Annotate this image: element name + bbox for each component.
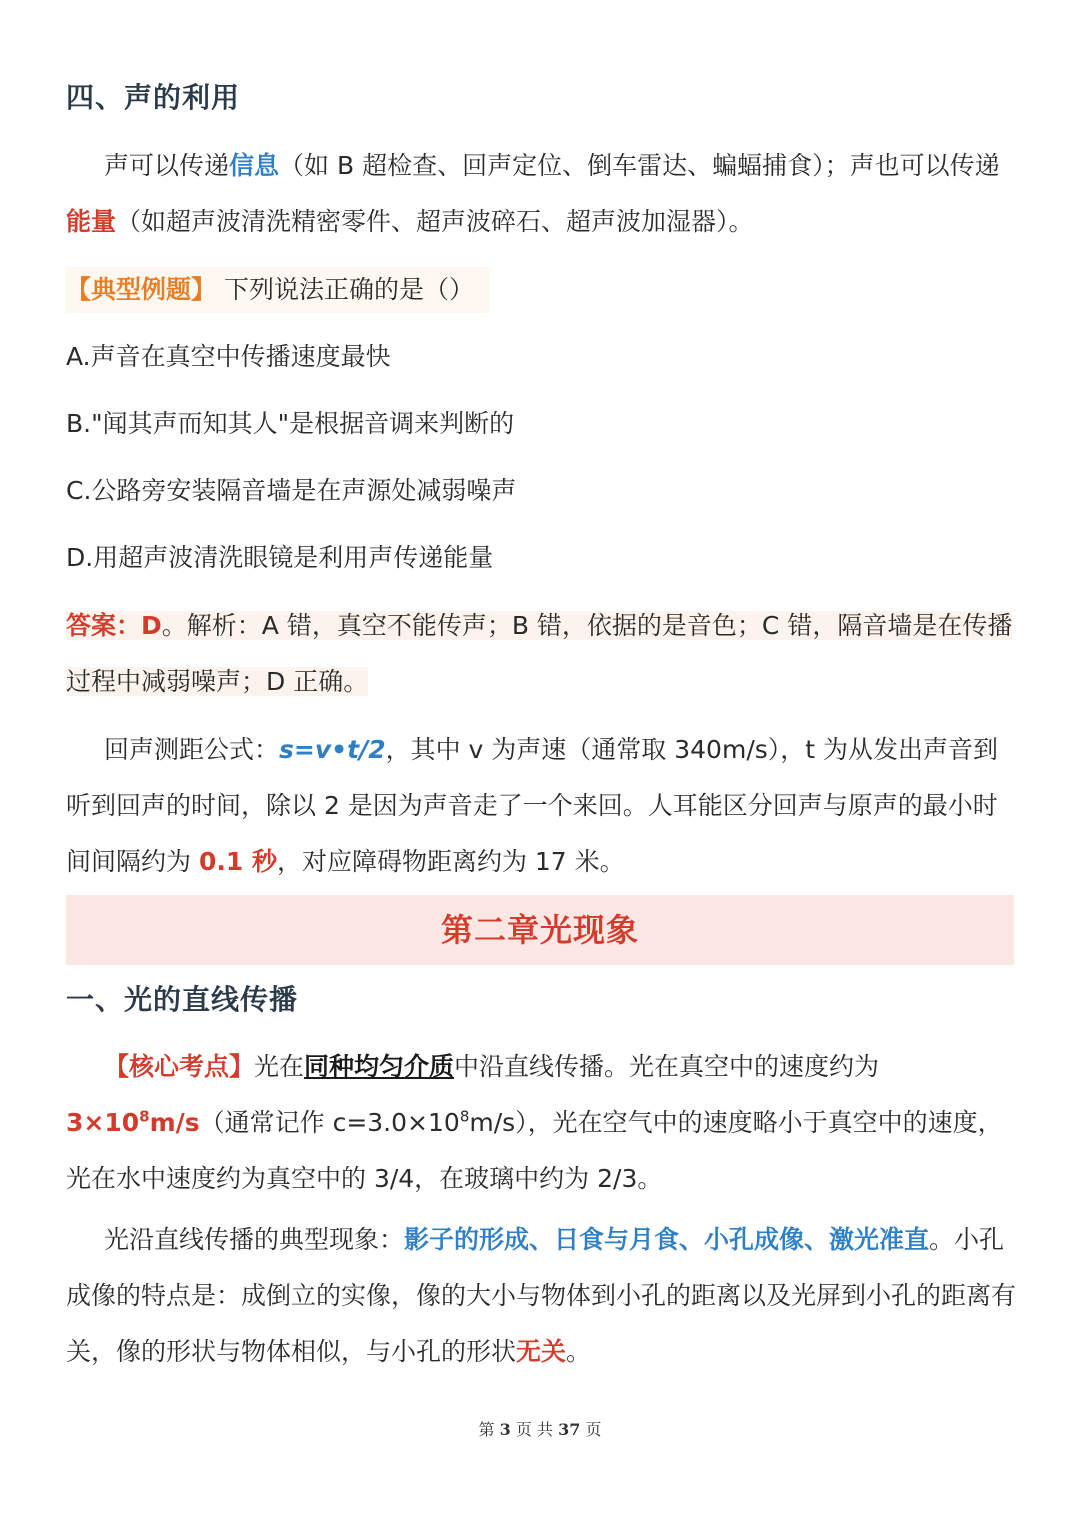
text: 。 [566,1337,592,1366]
text: 声可以传递 [104,151,230,180]
example-question-text: 下列说法正确的是（） [223,275,474,304]
section-heading-sound-use: 四、声的利用 [66,81,241,114]
text: m/s），光在空气中的速度略小于真空中的速度，光在水中速度约为真空中的 3/4，在玻璃中约为 2/3。 [66,1108,1003,1193]
option-a: A.声音在真空中传播速度最快 [66,342,391,371]
core-paragraph [66,1039,1016,1207]
footer-middle: 页 共 [515,1420,553,1439]
text: 光沿直线传播的典型现象： [104,1225,405,1254]
section-heading-light-propagation: 一、光的直线传播 [66,983,299,1016]
text: （通常记作 c=3.0×10 [199,1108,460,1137]
footer-total-pages: 37 [558,1420,581,1439]
echo-interval: 0.1 秒 [198,847,277,876]
answer-text: 。解析：A 错，真空不能传声；B 错，依据的是音色；C 错，隔音墙是在传播过程中减弱噪声；D 正确。 [66,611,1013,696]
speed-base: 3×10 [66,1108,140,1137]
text: 中沿直线传播。光在真空中的速度约为 [454,1052,880,1081]
speed-exponent: 8 [139,1107,150,1126]
option-d: D.用超声波清洗眼镜是利用声传递能量 [66,543,494,572]
chapter-title: 第二章光现象 [66,895,1014,965]
footer-suffix: 页 [585,1420,602,1439]
keyword-unrelated: 无关 [516,1337,567,1366]
phenomena-paragraph [66,1212,1016,1380]
example-tag: 【典型例题】 [66,275,217,304]
example-question [66,267,490,313]
paragraph-sound-transmission [66,138,1016,250]
keyword-energy: 能量 [66,207,117,236]
core-tag: 【核心考点】 [104,1052,255,1081]
echo-paragraph [66,722,1016,890]
keyword-information: 信息 [229,151,280,180]
footer-page-number: 3 [499,1420,511,1439]
c-exponent: 8 [459,1107,470,1126]
option-b: B."闻其声而知其人"是根据音调来判断的 [66,409,515,438]
text: ，对应障碍物距离约为 17 米。 [276,847,625,876]
answer-label: 答案：D [66,611,162,640]
echo-formula: s=v•t/2 [279,735,386,764]
text: 回声测距公式： [104,735,280,764]
text: （如超声波清洗精密零件、超声波碎石、超声波加湿器）。 [116,207,754,236]
keyword-uniform-medium: 同种均匀介质 [304,1052,455,1081]
phenomena-list: 影子的形成、日食与月食、小孔成像、激光准直 [404,1225,930,1254]
option-c: C.公路旁安装隔音墙是在声源处减弱噪声 [66,476,517,505]
page-footer [0,1417,1080,1440]
answer-paragraph [66,598,1016,710]
speed-unit: m/s [149,1108,200,1137]
text: （如 B 超检查、回声定位、倒车雷达、蝙蝠捕食）；声也可以传递 [279,151,1000,180]
answer-highlight [66,611,1012,696]
text: 。小孔成像的特点是：成倒立的实像，像的大小与物体到小孔的距离以及光屏到小孔的距离有关，像的形状与物体相似，与小孔的形状 [66,1225,1017,1366]
text: 光在 [254,1052,305,1081]
footer-prefix: 第 [478,1420,495,1439]
text: ，其中 v 为声速（通常取 340m/s），t 为从发出声音到听到回声的时间，除以 2 是因为声音走了一个来回。人耳能区分回声与原声的最小时间间隔约为 [66,735,999,876]
light-speed [66,1108,200,1137]
